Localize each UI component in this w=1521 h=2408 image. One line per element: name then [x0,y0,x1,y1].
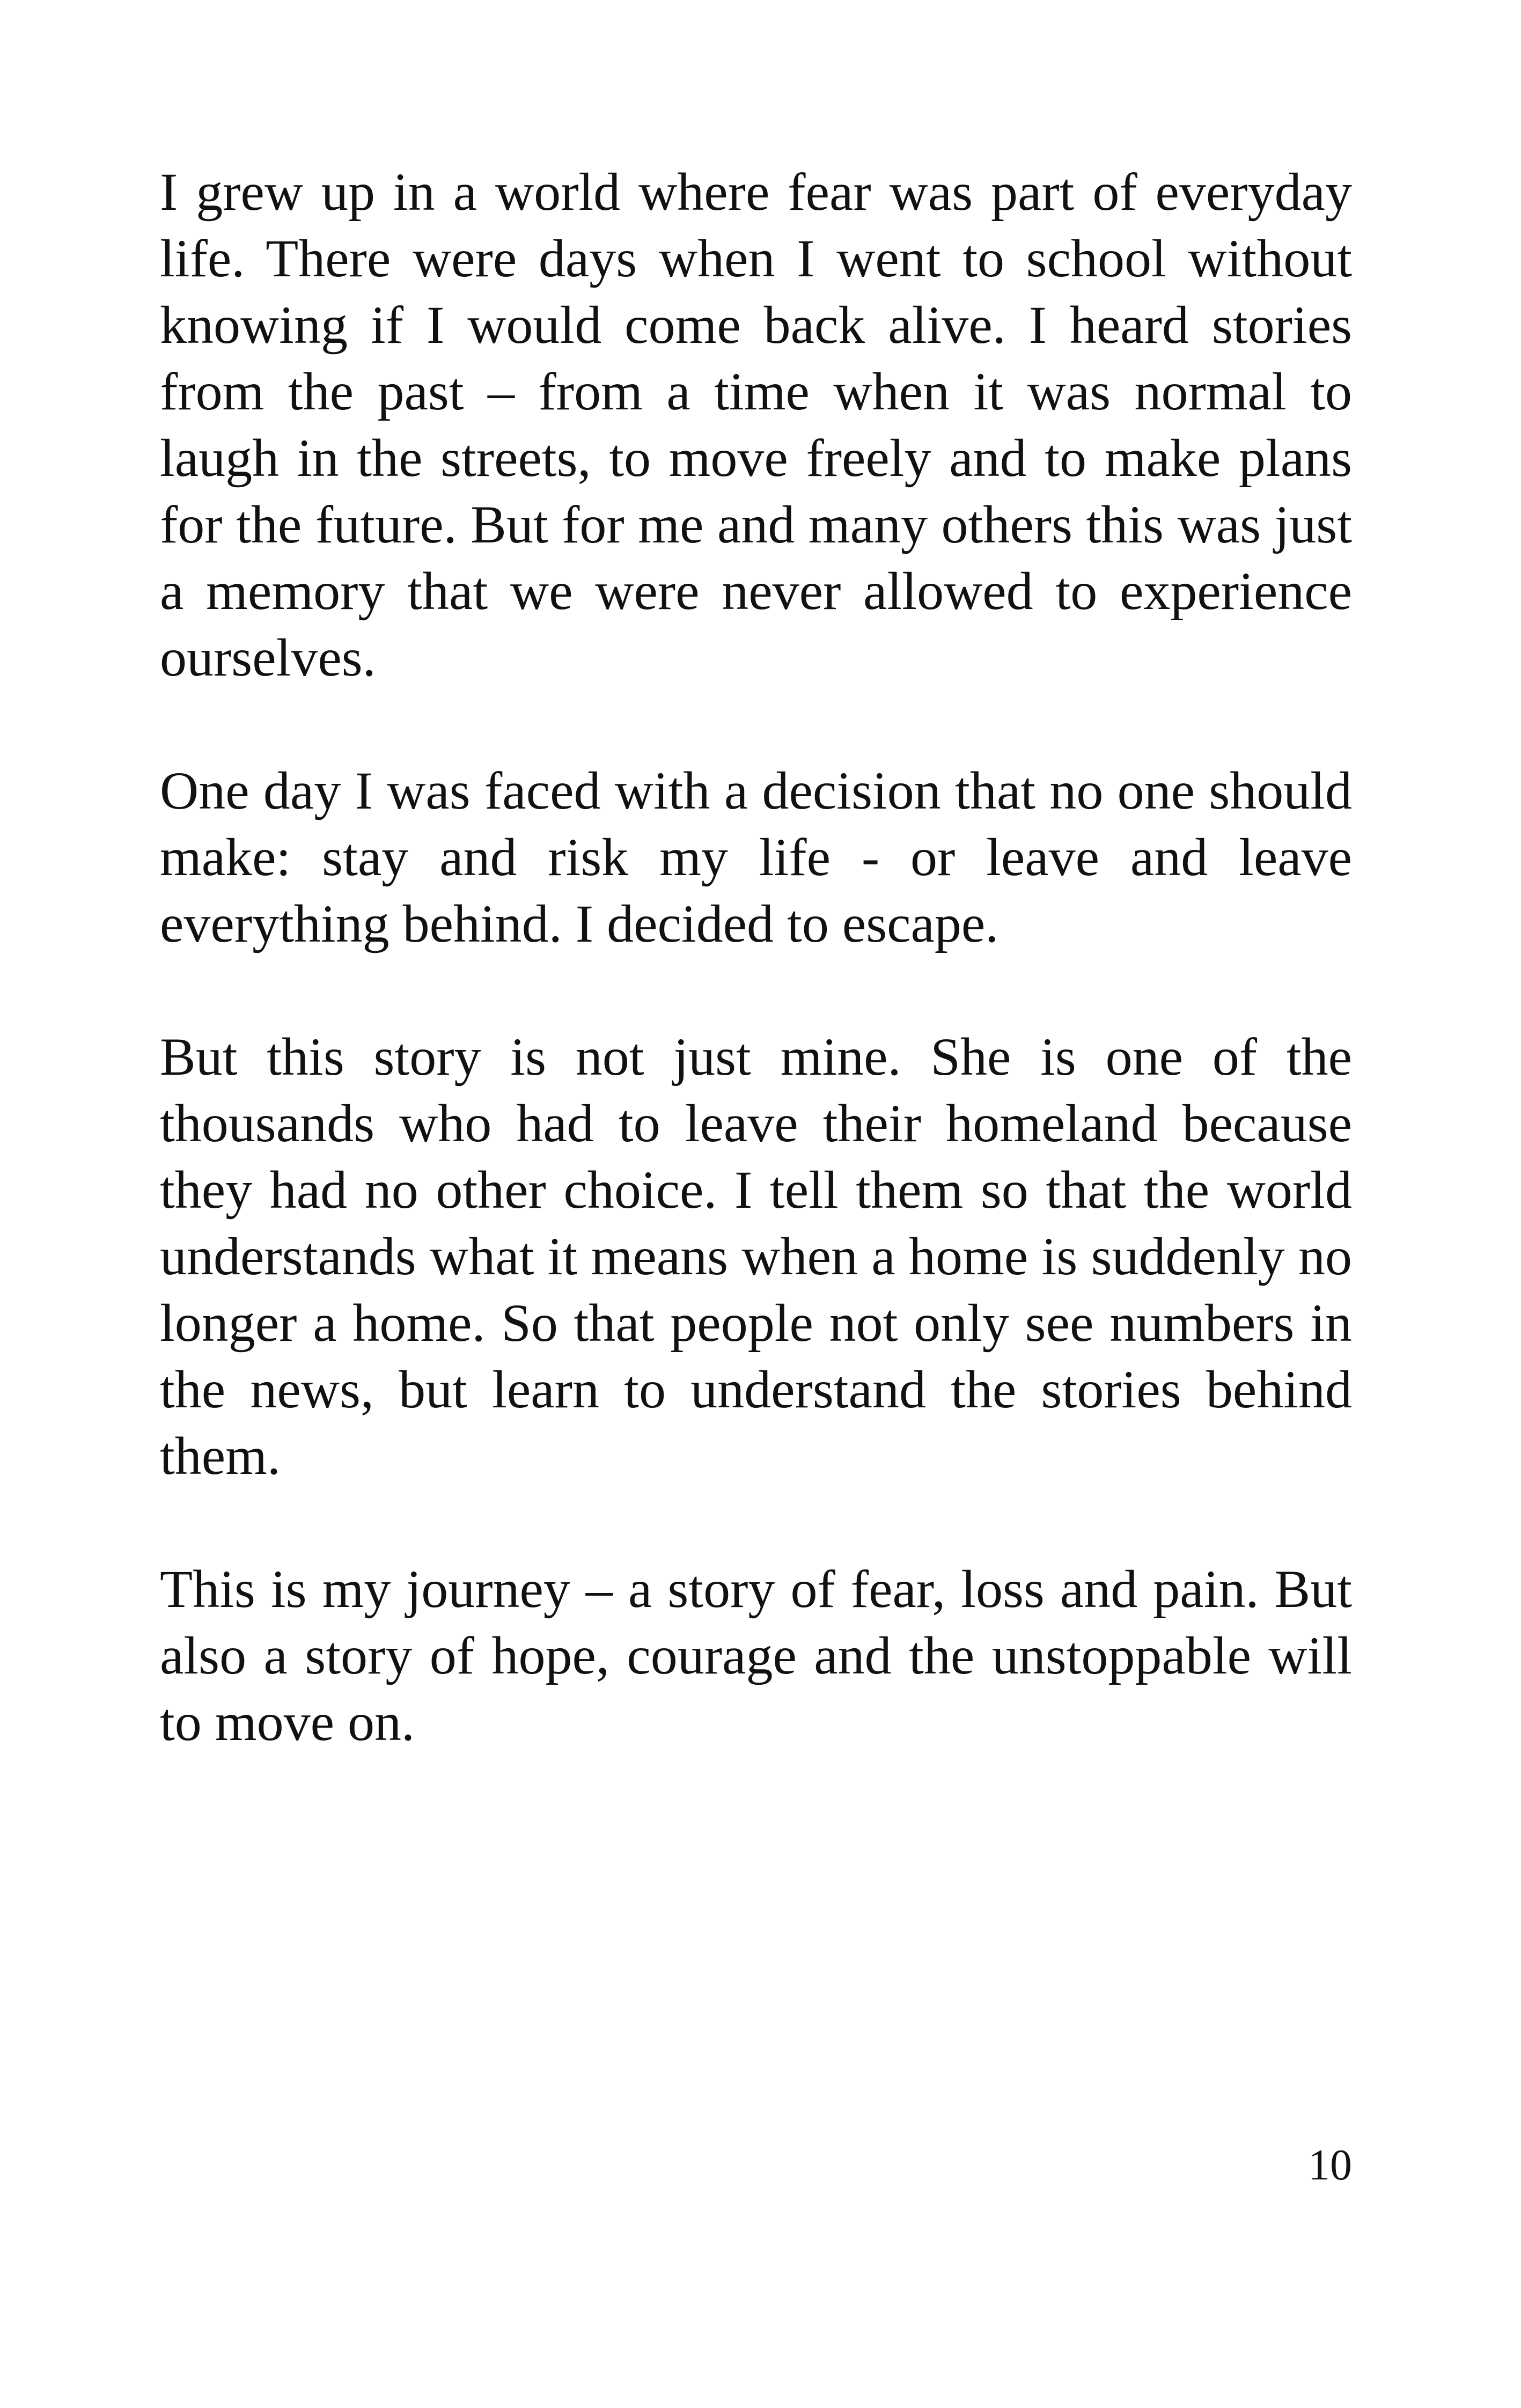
paragraph-4: This is my journey – a story of fear, loss and pain. But also a story of hope, courage and the unstoppable will to move on. [160,1559,1352,1752]
paragraph-1: I grew up in a world where fear was part of everyday life. There were days when I went to school without knowing if I would come back alive. I heard stories from the past – from a time when it was normal to laugh in the streets, to move freely and to make plans for the future. But for me and many others this was just a memory that we were never allowed to experience ourselves. [160,162,1352,687]
page-number: 10 [1308,2140,1352,2189]
paragraph-3: But this story is not just mine. She is one of the thousands who had to leave their homeland because they had no other choice. I tell them so that the world understands what it means when a home is suddenly no longer a home. So that people not only see numbers in the news, but learn to understand the stories behind them. [160,1027,1352,1486]
body-text [160,159,1352,1756]
paragraph-2: One day I was faced with a decision that no one should make: stay and risk my life - or leave and leave everything behind. I decided to escape. [160,761,1352,953]
